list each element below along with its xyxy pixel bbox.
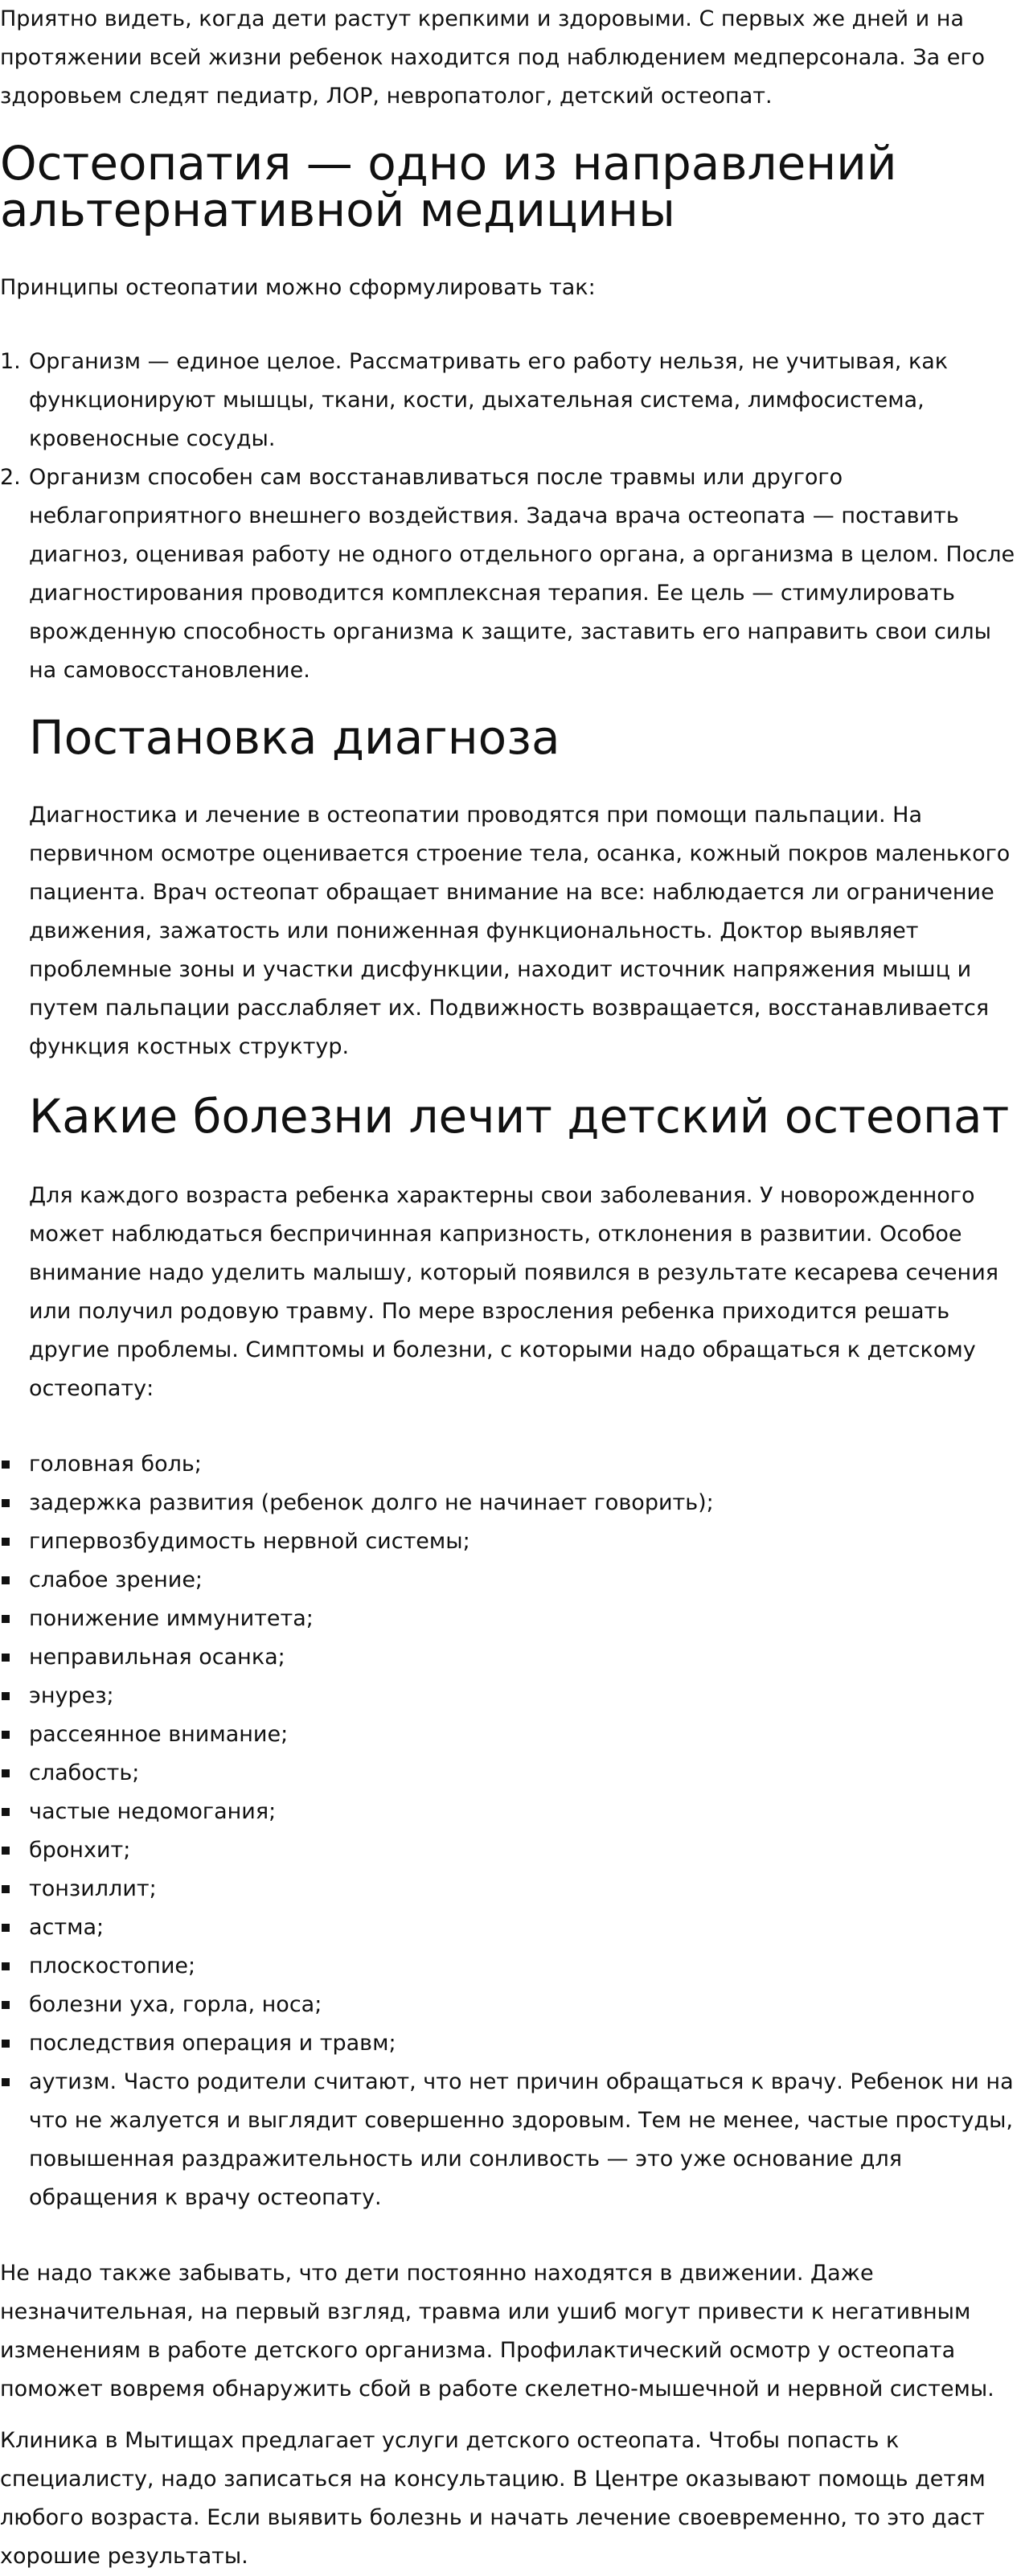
illnesses-paragraph: Для каждого возраста ребенка характерны свои заболевания. У новорожденного может наблюдаться беспричинная капризность, отклонения в развитии. Особое внимание надо уделить малышу, который появился в результате кесарева сечения или получил родовую травму. По мере взросления ребенка приходится решать другие проблемы. Симптомы и болезни, с которыми надо обращаться к детскому остеопату: (29, 1183, 998, 1401)
symptom-text: головная боль; (29, 1452, 202, 1477)
heading-osteopathy: Остеопатия — одно из направлений альтернативной медицины (0, 136, 897, 237)
symptom-text: слабое зрение; (29, 1567, 203, 1592)
symptom-item (0, 1561, 1021, 1600)
symptom-text: бронхит; (29, 1838, 131, 1863)
symptom-item (0, 1445, 1021, 1484)
clinic-paragraph: Клиника в Мытищах предлагает услуги детского остеопата. Чтобы попасть к специалисту, надо записаться на консультацию. В Центре оказывают помощь детям любого возраста. Если выявить болезнь и начать лечение своевременно, то это даст хорошие результаты. (0, 2428, 986, 2569)
principle-text: Организм — единое целое. Рассматривать его работу нельзя, не учитывая, как функционируют мышцы, ткани, кости, дыхательная система, лимфосистема, кровеносные сосуды. (29, 349, 949, 451)
square-bullet-icon (2, 1461, 10, 1469)
symptom-text: частые недомогания; (29, 1799, 277, 1824)
symptoms-list (0, 1445, 1021, 2217)
square-bullet-icon (2, 1924, 10, 1932)
square-bullet-icon (2, 1847, 10, 1855)
symptom-text: аутизм. Часто родители считают, что нет причин обращаться к врачу. Ребенок ни на что не жалуется и выглядит совершенно здоровым. Тем не менее, частые простуды, повышенная раздражительность или сонливость — это уже основание для обращения к врачу остеопату. (29, 2069, 1014, 2210)
symptom-item (0, 1522, 1021, 1561)
principle-text: Организм способен сам восстанавливаться после травмы или другого неблагоприятного внешнего воздействия. Задача врача остеопата — поставить диагноз, оценивая работу не одного отдельного органа, а организма в целом. После диагностирования проводится комплексная терапия. Ее цель — стимулировать врожденную способность организма к защите, заставить его направить свои силы на самовосстановление. (29, 465, 1015, 683)
symptom-text: задержка развития (ребенок долго не начинает говорить); (29, 1490, 714, 1515)
square-bullet-icon (2, 1692, 10, 1700)
symptom-item (0, 1793, 1021, 1831)
symptom-text: плоскостопие; (29, 1954, 196, 1978)
square-bullet-icon (2, 1731, 10, 1739)
symptom-item (0, 1715, 1021, 1754)
movement-paragraph: Не надо также забывать, что дети постоянно находятся в движении. Даже незначительная, на первый взгляд, травма или ушиб могут привести к негативным изменениям в работе детского организма. Профилактический осмотр у остеопата поможет вовремя обнаружить сбой в работе скелетно-мышечной и нервной системы. (0, 2261, 994, 2401)
square-bullet-icon (2, 1769, 10, 1777)
heading-illnesses: Какие болезни лечит детский остеопат (29, 1089, 1010, 1144)
symptom-text: понижение иммунитета; (29, 1606, 314, 1631)
symptom-text: тонзиллит; (29, 1876, 157, 1901)
symptom-text: неправильная осанка; (29, 1645, 285, 1670)
square-bullet-icon (2, 2078, 10, 2086)
square-bullet-icon (2, 1654, 10, 1662)
principle-item (0, 343, 1021, 458)
symptom-item (0, 1870, 1021, 1908)
symptom-item (0, 1754, 1021, 1793)
symptom-text: слабость; (29, 1760, 140, 1785)
symptom-item (0, 2063, 1021, 2217)
symptom-item (0, 1484, 1021, 1522)
symptom-item (0, 1947, 1021, 1986)
principles-list (0, 343, 1021, 690)
intro-paragraph: Приятно видеть, когда дети растут крепкими и здоровыми. С первых же дней и на протяжении всей жизни ребенок находится под наблюдением медперсонала. За его здоровьем следят педиатр, ЛОР, невропатолог, детский остеопат. (0, 6, 986, 109)
square-bullet-icon (2, 1885, 10, 1893)
symptom-item (0, 1986, 1021, 2024)
symptom-item (0, 1638, 1021, 1677)
symptom-item (0, 1677, 1021, 1715)
square-bullet-icon (2, 2001, 10, 2009)
principle-item (0, 458, 1021, 690)
symptom-text: гипервозбудимость нервной системы; (29, 1529, 470, 1554)
square-bullet-icon (2, 1499, 10, 1507)
symptom-item (0, 1908, 1021, 1947)
diagnosis-paragraph: Диагностика и лечение в остеопатии проводятся при помощи пальпации. На первичном осмотре оценивается строение тела, осанка, кожный покров маленького пациента. Врач остеопат обращает внимание на все: наблюдается ли ограничение движения, зажатость или пониженная функциональность. Доктор выявляет проблемные зоны и участки дисфункции, находит источник напряжения мышц и путем пальпации расслабляет их. Подвижность возвращается, восстанавливается функция костных структур. (29, 803, 1011, 1059)
square-bullet-icon (2, 1538, 10, 1546)
square-bullet-icon (2, 1576, 10, 1584)
square-bullet-icon (2, 1615, 10, 1623)
symptom-text: астма; (29, 1915, 105, 1940)
principles-lead: Принципы остеопатии можно сформулировать так: (0, 275, 596, 300)
square-bullet-icon (2, 1808, 10, 1816)
symptom-item (0, 1831, 1021, 1870)
list-number: 2. (0, 465, 21, 490)
symptom-text: болезни уха, горла, носа; (29, 1992, 322, 2017)
list-number: 1. (0, 349, 21, 374)
symptom-item (0, 2024, 1021, 2063)
heading-diagnosis: Постановка диагноза (29, 710, 560, 765)
symptom-text: последствия операция и травм; (29, 2031, 396, 2056)
square-bullet-icon (2, 2040, 10, 2048)
symptom-item (0, 1600, 1021, 1638)
square-bullet-icon (2, 1962, 10, 1970)
symptom-text: энурез; (29, 1683, 114, 1708)
symptom-text: рассеянное внимание; (29, 1722, 289, 1747)
